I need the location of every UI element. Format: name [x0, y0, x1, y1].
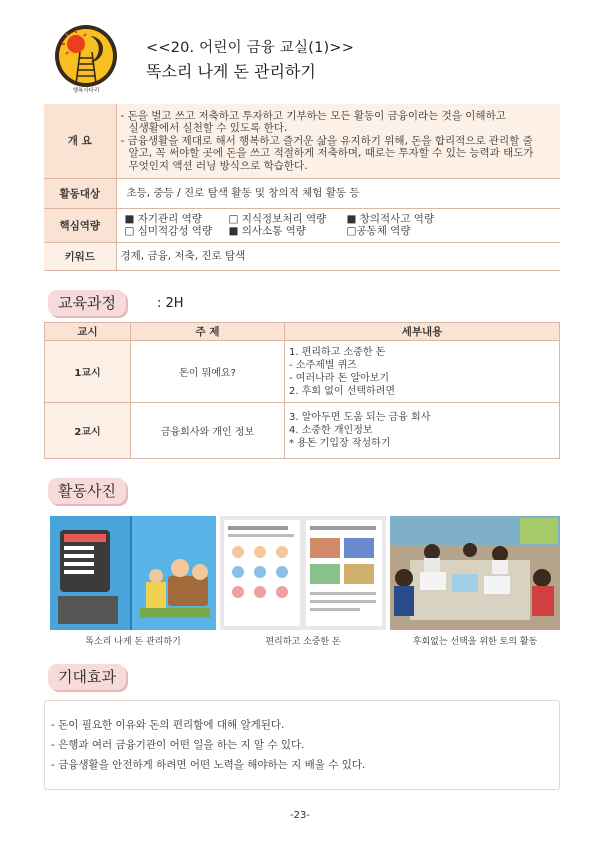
table-row [45, 341, 560, 403]
topic-cell: 돈이 뭐예요? [131, 341, 285, 403]
classroom-photo-icon [390, 516, 560, 630]
curriculum-table [44, 322, 560, 459]
overview-table [44, 104, 560, 271]
keyword-value: 경제, 금융, 저축, 진로 탐색 [116, 242, 560, 270]
competency-label: 핵심역량 [44, 208, 116, 242]
target-value: 초등, 중등 / 진로 탐색 활동 및 창의적 체험 활동 등 [116, 178, 560, 208]
photo-caption: 똑소리 나게 돈 관리하기 [85, 637, 181, 647]
period-cell: 2교시 [45, 403, 131, 459]
summary-value: - 돈을 벌고 쓰고 저축하고 투자하고 기부하는 모든 활동이 금융이라는 것을 이해하고 실생활에서 실천할 수 있도록 한다. - 금융생활을 제대로 해서 행복하고 즐거운 삶을 유지하기 위해, 돈을 합리적으로 관리할 줄 알고, 꼭 써야할 곳에 돈을 쓰고 적절하게 저축하며, 때로는 투자할 수 있는 능력과 태도가 무엇인지 액션 러닝 방식으로 학습한다. [116, 104, 560, 178]
photo-workbook [220, 516, 386, 630]
keyword-label: 키워드 [44, 242, 116, 270]
document-title [146, 36, 354, 82]
effect-item: - 은행과 여러 금융기관이 어떤 일을 하는 지 알 수 있다. [51, 739, 305, 751]
lesson-subtitle: 똑소리 나게 돈 관리하기 [146, 62, 316, 81]
summary-label: 개 요 [44, 104, 116, 178]
column-header-period: 교시 [45, 323, 131, 341]
column-header-topic: 주 제 [131, 323, 285, 341]
happy-ladder-logo-icon [54, 22, 118, 94]
book-illustration-icon [50, 516, 216, 630]
topic-cell: 금융회사와 개인 정보 [131, 403, 285, 459]
activity-photos [50, 516, 560, 650]
lesson-number-title: <<20. 어린이 금융 교실(1)>> [146, 40, 355, 56]
effect-item: - 돈이 필요한 이유와 돈의 편리함에 대해 알게된다. [51, 719, 285, 731]
curriculum-hours: : 2H [157, 296, 184, 311]
workbook-pages-icon [220, 516, 386, 630]
table-row [45, 403, 560, 459]
photo-caption: 후회없는 선택을 위한 토의 활동 [412, 637, 538, 647]
period-cell: 1교시 [45, 341, 131, 403]
photos-header: 활동사진 [48, 478, 126, 504]
effect-item: - 금융생활을 안전하게 하려면 어떤 노력을 해야하는 지 배울 수 있다. [51, 759, 366, 771]
effects-header: 기대효과 [48, 664, 126, 690]
photo-discussion [390, 516, 560, 630]
column-header-details: 세부내용 [285, 323, 560, 341]
svg-text:행복사다리: 행복사다리 [72, 88, 100, 94]
photo-caption: 편리하고 소중한 돈 [265, 637, 341, 647]
curriculum-header: 교육과정 [48, 290, 126, 316]
photo-book-cover [50, 516, 216, 630]
competency-value: ■ 자기관리 역량 □ 지식정보처리 역량 ■ 창의적사고 역량 □ 심미적감성 역량 ■ 의사소통 역량 □공동체 역량 [116, 208, 560, 242]
page-number: -23- [290, 810, 310, 821]
details-cell: 3. 알아두면 도움 되는 금융 회사 4. 소중한 개인정보 * 용돈 기입장 작성하기 [285, 403, 560, 459]
target-label: 활동대상 [44, 178, 116, 208]
program-logo [54, 22, 118, 94]
details-cell: 1. 편리하고 소중한 돈 - 소주제별 퀴즈 - 여러나라 돈 알아보기 2. 후회 없이 선택하려면 [285, 341, 560, 403]
expected-effects-box [44, 700, 560, 790]
